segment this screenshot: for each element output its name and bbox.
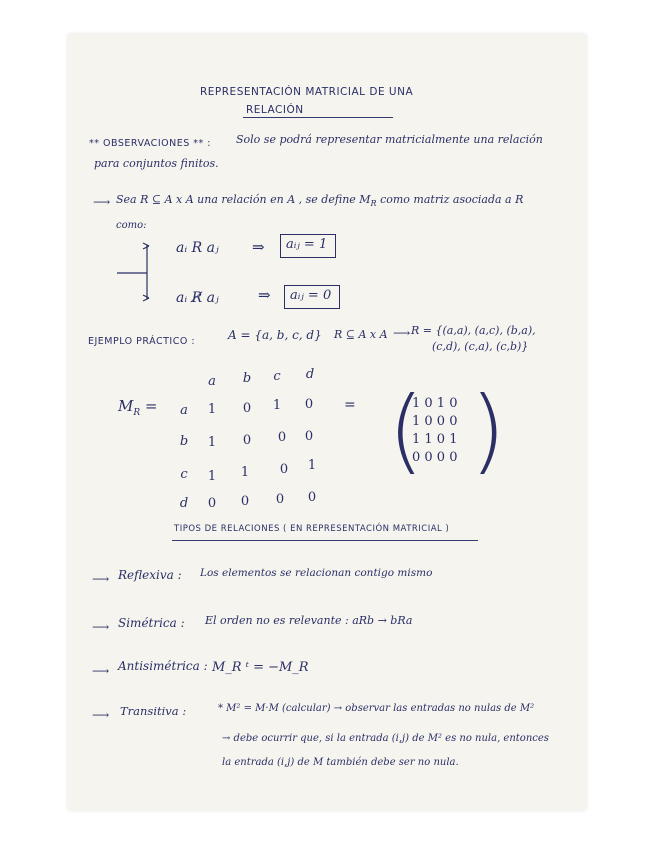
- transitiva-line-2: → debe ocurrir que, si la entrada (i,j) de M² es no nula, entonces: [222, 733, 549, 744]
- table-cell: 0: [242, 401, 252, 416]
- arrow-icon: ⟶: [92, 708, 110, 722]
- table-cell: 0: [275, 492, 285, 507]
- example-set: A = {a, b, c, d}: [228, 328, 322, 342]
- table-cell: 0: [307, 490, 317, 505]
- table-cell: 0: [304, 429, 314, 444]
- table-cell: 1: [207, 402, 217, 417]
- matrix-label: $M_R$ =: [118, 397, 158, 418]
- tipos-underline: [172, 540, 478, 541]
- notebook-page: [68, 34, 586, 810]
- matrix-row: 0 0 0 0: [412, 450, 458, 465]
- arrow-icon: ⟶: [92, 664, 110, 678]
- matrix-row: 1 1 0 1: [412, 432, 458, 447]
- title-line-1: REPRESENTACIÓN MATRICIAL DE UNA: [200, 86, 414, 98]
- table-cell: 1: [240, 465, 250, 480]
- observaciones-text-2: para conjuntos finitos.: [94, 157, 219, 170]
- example-relation-2: (c,d), (c,a), (c,b)}: [432, 340, 529, 353]
- matrix-row: 1 0 1 0: [412, 396, 458, 411]
- observaciones-label: ** OBSERVACIONES ** :: [89, 138, 211, 149]
- right-parenthesis: ): [470, 377, 506, 484]
- table-cell: 0: [304, 397, 314, 412]
- branch-arrow-icon: [115, 246, 155, 306]
- col-header: a: [208, 374, 216, 389]
- row-header: d: [179, 496, 189, 511]
- col-header: d: [305, 367, 315, 382]
- implies-icon: ⇒: [252, 238, 265, 256]
- arrow-icon: ⟶: [393, 326, 411, 340]
- case-2-lhs: aᵢ R̸ aⱼ: [176, 290, 219, 306]
- table-cell: 0: [279, 462, 289, 477]
- case-2-result: aᵢⱼ = 0: [290, 288, 332, 303]
- table-cell: 0: [207, 496, 217, 511]
- implies-icon: ⇒: [258, 286, 271, 304]
- col-header: c: [273, 369, 281, 384]
- table-cell: 1: [207, 469, 217, 484]
- table-cell: 0: [277, 430, 287, 445]
- example-relation-1: R = {(a,a), (a,c), (b,a),: [411, 324, 536, 337]
- tipos-heading: TIPOS DE RELACIONES ( EN REPRESENTACIÓN MATRICIAL ): [174, 524, 450, 534]
- transitiva-name: Transitiva :: [120, 704, 187, 718]
- col-header: b: [242, 371, 252, 386]
- simetrica-desc: El orden no es relevante : aRb → bRa: [205, 614, 413, 627]
- definition-line-2: como:: [116, 220, 147, 231]
- equals-sign: =: [344, 397, 356, 413]
- example-label: EJEMPLO PRÁCTICO :: [88, 336, 196, 347]
- antisimetrica-name: Antisimétrica :: [118, 659, 208, 673]
- row-header: a: [180, 403, 188, 418]
- case-1-result: aᵢⱼ = 1: [286, 237, 328, 252]
- simetrica-name: Simétrica :: [118, 616, 185, 630]
- table-cell: 1: [307, 458, 317, 473]
- table-cell: 1: [207, 435, 217, 450]
- transitiva-desc: * M² = M·M (calcular) → observar las entradas no nulas de M²: [218, 703, 535, 714]
- reflexiva-desc: Los elementos se relacionan contigo mismo: [200, 567, 433, 579]
- table-cell: 0: [240, 494, 250, 509]
- transitiva-line-3: la entrada (i,j) de M también debe ser no nula.: [222, 757, 459, 768]
- definition-line-1: Sea R ⊆ A x A una relación en A , se define $M_R$ como matriz asociada a R: [116, 193, 524, 209]
- table-cell: 0: [242, 433, 252, 448]
- row-header: c: [180, 467, 188, 482]
- title-line-2: RELACIÓN: [246, 104, 304, 116]
- title-underline: [243, 117, 393, 118]
- antisimetrica-desc: M_R ᵗ = −M_R: [212, 660, 309, 675]
- observaciones-text-1: Solo se podrá representar matricialmente una relación: [236, 133, 543, 146]
- matrix-row: 1 0 0 0: [412, 414, 458, 429]
- arrow-icon: ⟶: [92, 572, 110, 586]
- reflexiva-name: Reflexiva :: [118, 568, 182, 582]
- case-1-lhs: aᵢ R aⱼ: [176, 240, 219, 256]
- table-cell: 1: [272, 398, 282, 413]
- arrow-icon: ⟶: [92, 620, 110, 634]
- left-parenthesis: (: [388, 377, 424, 484]
- row-header: b: [179, 434, 189, 449]
- example-relation-subset: R ⊆ A x A: [334, 328, 388, 341]
- arrow-icon: ⟶: [93, 195, 111, 209]
